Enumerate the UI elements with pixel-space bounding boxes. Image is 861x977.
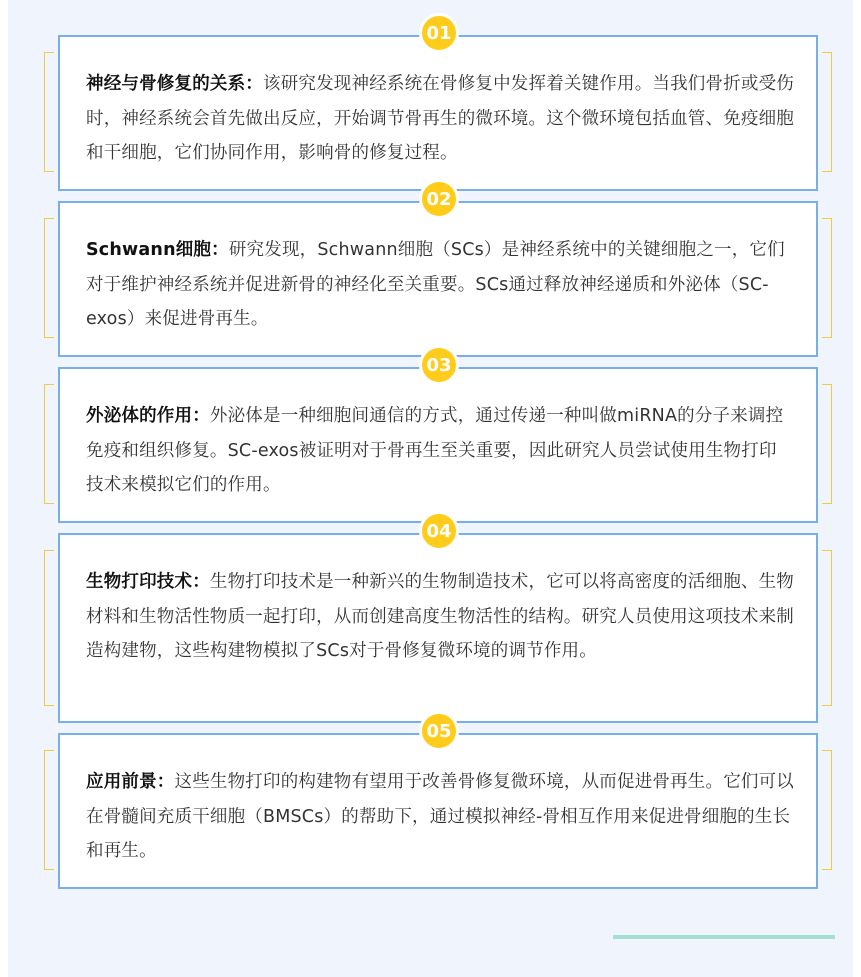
bracket-decoration [44, 550, 54, 706]
section-title: 神经与骨修复的关系： [86, 74, 263, 94]
section-title: 生物打印技术： [86, 572, 210, 592]
section-body: 研究发现，Schwann细胞（SCs）是神经系统中的关键细胞之一，它们对于维护神经系统并促进新骨的神经化至关重要。SCs通过释放神经递质和外泌体（SC-exos）来促进骨再生。 [86, 240, 785, 329]
section-text [86, 233, 794, 337]
section-card-1 [58, 35, 818, 191]
section-body: 生物打印技术是一种新兴的生物制造技术，它可以将高密度的活细胞、生物材料和生物活性物质一起打印，从而创建高度生物活性的结构。研究人员使用这项技术来制造构建物，这些构建物模拟了SCs对于骨修复微环境的调节作用。 [86, 572, 795, 661]
page-background [8, 0, 853, 977]
bracket-decoration [822, 218, 832, 338]
section-text [86, 67, 794, 171]
bracket-decoration [44, 384, 54, 504]
section-title: Schwann细胞： [86, 240, 229, 260]
section-body: 该研究发现神经系统在骨修复中发挥着关键作用。当我们骨折或受伤时，神经系统会首先做出反应，开始调节骨再生的微环境。这个微环境包括血管、免疫细胞和干细胞，它们协同作用，影响骨的修复过程。 [86, 74, 794, 163]
bracket-decoration [44, 52, 54, 172]
bracket-decoration [822, 384, 832, 504]
section-card-2 [58, 201, 818, 357]
section-number-badge: 02 [419, 179, 459, 219]
section-card-4 [58, 533, 818, 723]
bracket-decoration [44, 750, 54, 870]
section-title: 应用前景： [86, 772, 175, 792]
section-number-badge: 04 [419, 511, 459, 551]
section-card-5 [58, 733, 818, 889]
section-title: 外泌体的作用： [86, 406, 210, 426]
section-text [86, 565, 794, 669]
section-number-badge: 01 [419, 13, 459, 53]
bracket-decoration [822, 550, 832, 706]
section-number-badge: 03 [419, 345, 459, 385]
section-text [86, 765, 794, 869]
bracket-decoration [822, 750, 832, 870]
section-body: 这些生物打印的构建物有望用于改善骨修复微环境，从而促进骨再生。它们可以在骨髓间充质干细胞（BMSCs）的帮助下，通过模拟神经-骨相互作用来促进骨细胞的生长和再生。 [86, 772, 794, 861]
section-number-badge: 05 [419, 711, 459, 751]
section-text [86, 399, 794, 503]
section-card-3 [58, 367, 818, 523]
bracket-decoration [44, 218, 54, 338]
bracket-decoration [822, 52, 832, 172]
section-body: 外泌体是一种细胞间通信的方式，通过传递一种叫做miRNA的分子来调控免疫和组织修复。SC-exos被证明对于骨再生至关重要，因此研究人员尝试使用生物打印技术来模拟它们的作用。 [86, 406, 784, 495]
accent-line [613, 935, 835, 939]
